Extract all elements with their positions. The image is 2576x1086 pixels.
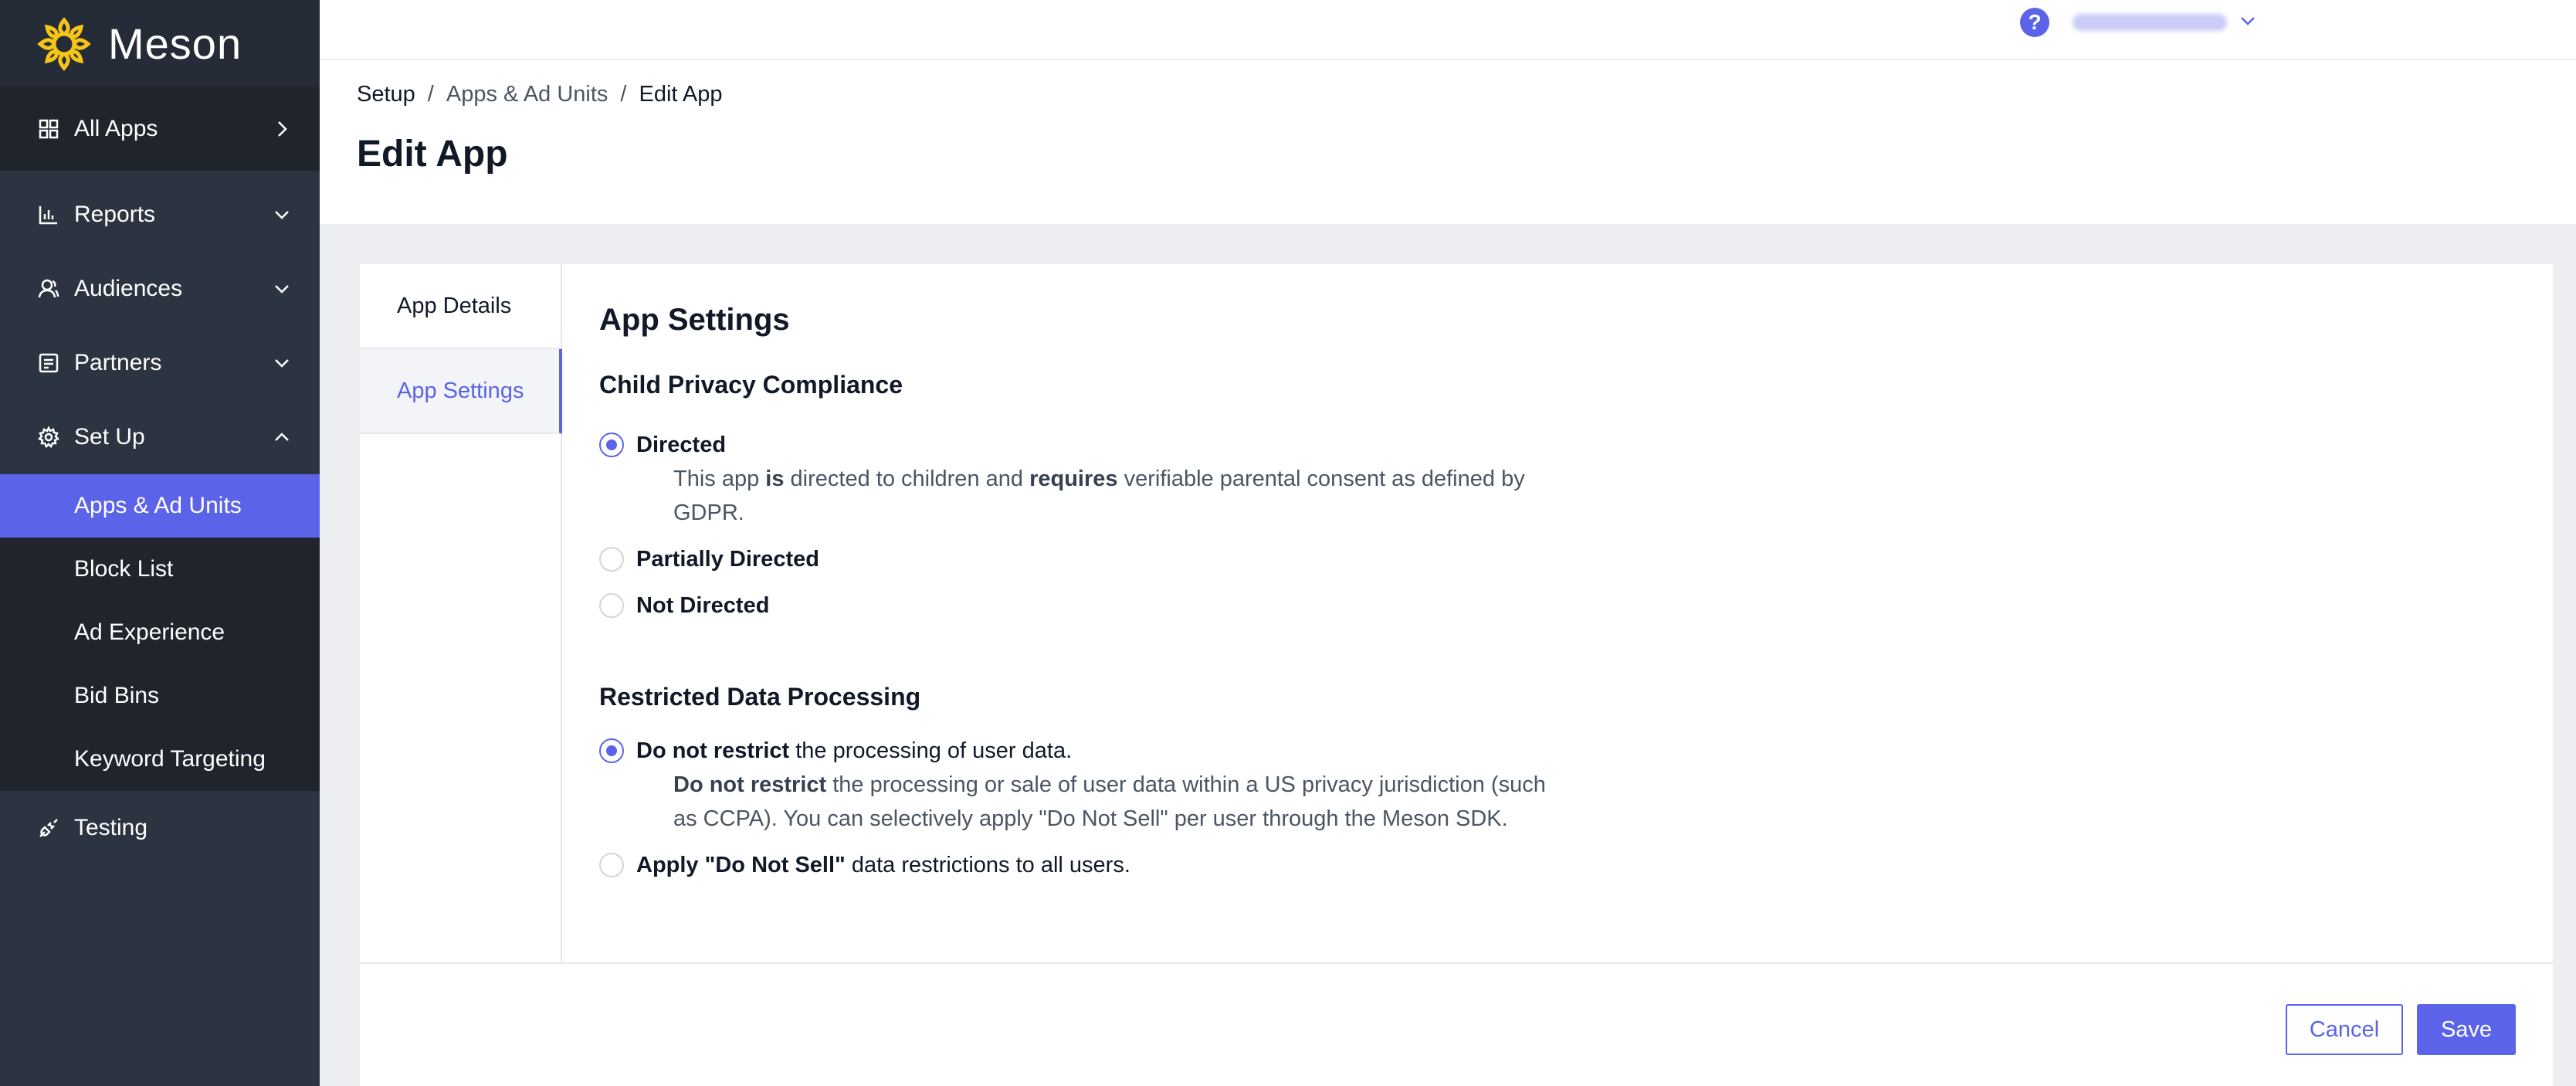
option-directed-label[interactable]: Directed (636, 433, 727, 457)
option-directed-description: This app is directed to children and requires verifiable parental consent as defined by GDPR. (673, 467, 1525, 525)
chevron-down-icon (272, 353, 292, 373)
page-title: Edit App (357, 134, 508, 175)
sidebar-item-set-up[interactable] (0, 400, 320, 474)
breadcrumb-separator: / (620, 82, 627, 107)
chevron-down-icon (272, 279, 292, 299)
user-menu[interactable] (2073, 14, 2227, 31)
sidebar-subitem-block-list[interactable]: Block List (74, 556, 174, 582)
sidebar-item-label: Reports (74, 202, 156, 227)
sidebar-item-label: Partners (74, 350, 162, 375)
chevron-up-icon (272, 427, 292, 447)
option-partially-directed-label[interactable]: Partially Directed (636, 547, 819, 572)
sidebar-item-partners[interactable] (0, 326, 320, 400)
edit-app-card (360, 264, 2553, 1086)
option-not-directed-label[interactable]: Not Directed (636, 593, 770, 618)
breadcrumb-setup[interactable]: Setup (357, 82, 415, 107)
gear-icon (37, 426, 60, 449)
grid-icon (37, 117, 60, 141)
meson-logo-icon (36, 15, 93, 73)
sidebar (0, 0, 320, 1086)
sidebar-item-label: Audiences (74, 276, 183, 301)
bar-chart-icon (37, 203, 60, 226)
chevron-right-icon (272, 119, 292, 139)
brand-name: Meson (108, 19, 242, 68)
cancel-button[interactable]: Cancel (2286, 1004, 2403, 1055)
panel-title: App Settings (599, 303, 790, 337)
app-settings-panel (599, 303, 1912, 877)
brand[interactable] (0, 0, 320, 87)
option-do-not-sell-label[interactable]: Apply "Do Not Sell" data restrictions to all users. (636, 853, 1130, 877)
tab-app-settings[interactable]: App Settings (360, 349, 562, 434)
radio-not-directed[interactable] (599, 593, 624, 618)
users-icon (37, 277, 60, 300)
sidebar-item-label: Set Up (74, 424, 145, 450)
radio-do-not-sell[interactable] (599, 853, 624, 877)
sidebar-item-label: All Apps (74, 116, 158, 141)
setup-submenu (0, 474, 320, 791)
sidebar-item-all-apps[interactable] (0, 87, 320, 171)
plug-icon (37, 816, 60, 840)
breadcrumb-apps-ad-units[interactable]: Apps & Ad Units (446, 82, 608, 107)
restricted-data-title: Restricted Data Processing (599, 683, 921, 711)
sidebar-item-audiences[interactable] (0, 252, 320, 326)
partners-icon (37, 351, 60, 375)
sidebar-subitem-ad-experience[interactable]: Ad Experience (74, 619, 225, 645)
radio-do-not-restrict[interactable] (599, 738, 624, 763)
option-do-not-restrict-label[interactable]: Do not restrict the processing of user data. (636, 738, 1073, 763)
breadcrumb-separator: / (427, 82, 434, 107)
breadcrumb (357, 82, 723, 107)
help-icon[interactable]: ? (2020, 8, 2049, 37)
footer-divider (360, 962, 2553, 964)
chevron-down-icon (272, 205, 292, 225)
sidebar-item-testing[interactable] (0, 791, 320, 865)
radio-partially-directed[interactable] (599, 547, 624, 572)
tab-app-details[interactable]: App Details (360, 264, 561, 349)
settings-tabs (360, 264, 562, 962)
save-button[interactable]: Save (2417, 1004, 2516, 1055)
sidebar-item-reports[interactable] (0, 178, 320, 252)
option-do-not-restrict-description: Do not restrict the processing or sale of user data within a US privacy jurisdiction (such as CCPA). You can selectively apply "Do Not Sell" per user through the Meson SDK. (673, 772, 1546, 831)
radio-directed[interactable] (599, 433, 624, 457)
sidebar-subitem-apps-ad-units[interactable]: Apps & Ad Units (0, 474, 320, 538)
sidebar-subitem-bid-bins[interactable]: Bid Bins (74, 683, 160, 708)
sidebar-subitem-keyword-targeting[interactable]: Keyword Targeting (74, 746, 266, 772)
breadcrumb-current: Edit App (639, 82, 723, 107)
sidebar-item-label: Testing (74, 815, 148, 840)
chevron-down-icon[interactable] (2238, 11, 2258, 31)
child-privacy-title: Child Privacy Compliance (599, 371, 903, 399)
